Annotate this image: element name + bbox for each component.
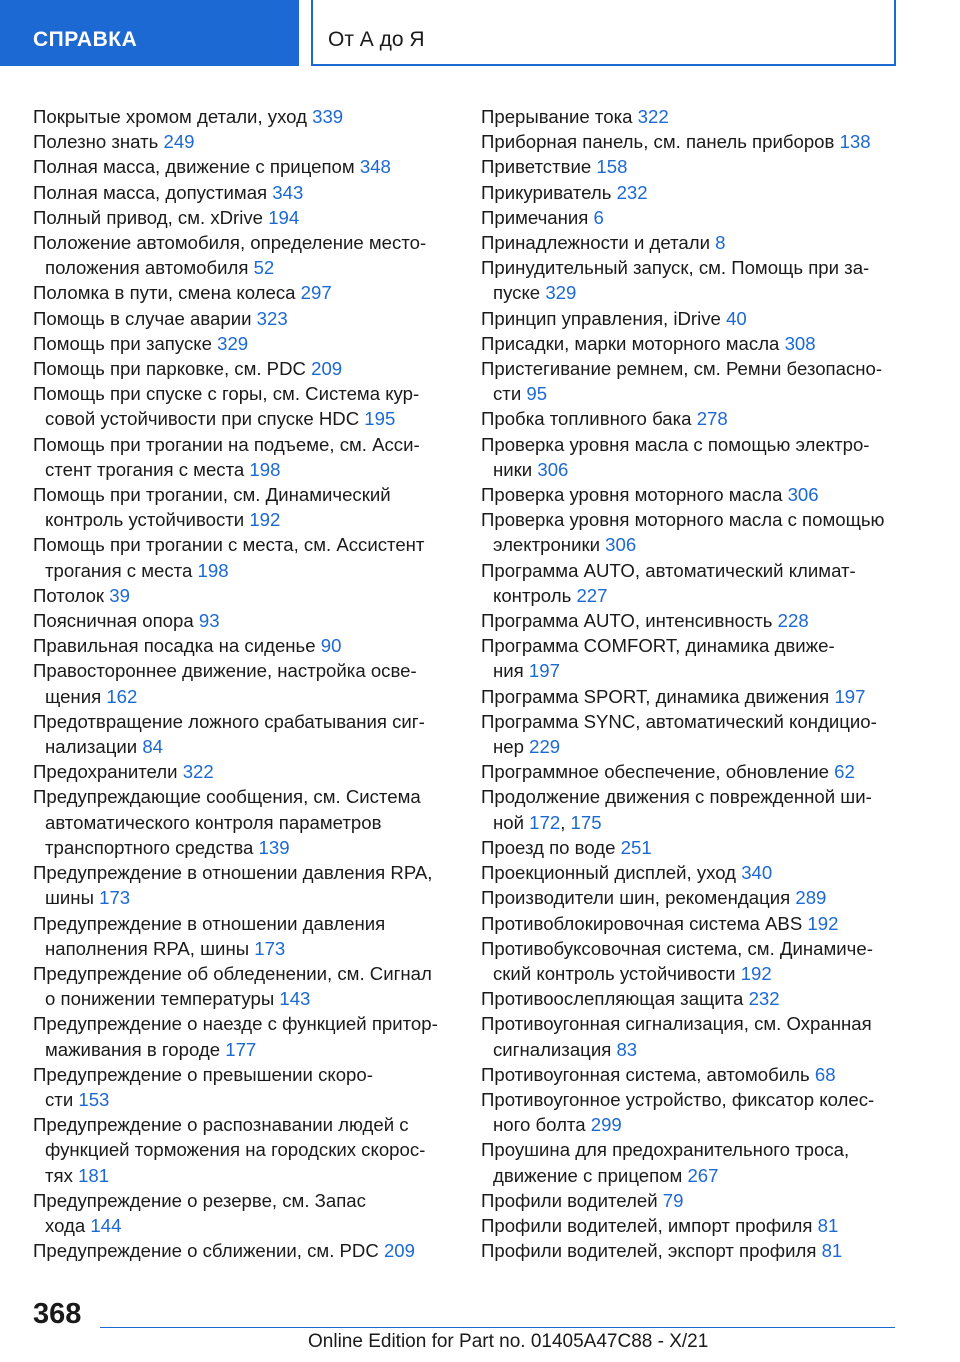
page-link[interactable]: 278 — [696, 408, 728, 430]
index-entry — [481, 936, 921, 986]
index-entry — [33, 1112, 473, 1188]
index-entry-text: Проекционный дисплей, уход — [481, 862, 737, 884]
index-entry-text: Правильная посадка на сиденье — [33, 635, 316, 657]
index-entry-text: Противоблокировочная система ABS — [481, 912, 803, 934]
index-entry — [481, 406, 921, 431]
page-link[interactable]: 62 — [834, 761, 855, 783]
index-entry-text: Правостороннее движение, настройка осве- — [33, 660, 417, 682]
index-entry-text: Программное обеспечение, обновление — [481, 761, 829, 783]
index-entry — [481, 1238, 921, 1263]
footer-divider — [100, 1327, 895, 1328]
page-link[interactable]: 162 — [106, 685, 138, 707]
index-entry — [481, 306, 921, 331]
index-entry — [481, 230, 921, 255]
index-entry — [481, 1213, 921, 1238]
index-entry-text: Профили водителей — [481, 1189, 658, 1211]
page-link[interactable]: 192 — [740, 962, 772, 984]
index-entry — [481, 608, 921, 633]
page-link[interactable]: 84 — [142, 736, 163, 758]
page-link[interactable]: 232 — [748, 988, 780, 1010]
index-entry-text: ной — [493, 811, 524, 833]
index-entry-text: Помощь при трогании, см. Динамический — [33, 484, 391, 506]
index-entry — [481, 911, 921, 936]
index-entry — [481, 432, 921, 482]
page-link[interactable]: 181 — [78, 1164, 110, 1186]
index-entry-text: Профили водителей, импорт профиля — [481, 1214, 813, 1236]
page-link[interactable]: 197 — [834, 685, 866, 707]
index-entry-text: функцией торможения на городских скорос- — [45, 1139, 426, 1161]
index-entry-text: Потолок — [33, 584, 105, 606]
index-entry — [33, 961, 473, 1011]
index-entry-text: Предупреждение о распознавании людей с — [33, 1114, 409, 1136]
page-link[interactable]: 194 — [268, 206, 300, 228]
index-entry — [481, 331, 921, 356]
index-entry-text: Пристегивание ремнем, см. Ремни безопасно- — [481, 358, 883, 380]
index-entry-text: движение с прицепом — [493, 1164, 683, 1186]
index-entry-text: Прикуриватель — [481, 181, 612, 203]
index-entry-text: Полная масса, допустимая — [33, 181, 268, 203]
index-entry-text: Продолжение движения с поврежденной ши- — [481, 786, 872, 808]
index-entry — [481, 180, 921, 205]
index-entry-text: сти — [493, 383, 522, 405]
page-link[interactable]: 306 — [537, 458, 569, 480]
index-entry-text: Помощь при запуске — [33, 332, 212, 354]
index-entry-text: Противоослепляющая защита — [481, 988, 744, 1010]
index-entry-text: Программа COMFORT, динамика движе- — [481, 635, 835, 657]
index-entry-text: Профили водителей, экспорт профиля — [481, 1240, 817, 1262]
index-entry-text: Поломка в пути, смена колеса — [33, 282, 296, 304]
page-link[interactable]: 209 — [311, 358, 343, 380]
index-entry — [481, 129, 921, 154]
index-entry — [33, 1188, 473, 1238]
index-entry-text: Приборная панель, см. панель приборов — [481, 131, 835, 153]
index-entry — [481, 356, 921, 406]
index-entry-text: электроники — [493, 534, 600, 556]
page-link[interactable]: 139 — [258, 836, 290, 858]
index-entry — [481, 684, 921, 709]
index-entry — [33, 154, 473, 179]
index-entry-text: Полезно знать — [33, 131, 159, 153]
page-header — [311, 0, 896, 66]
index-entry-text: автоматического контроля параметров — [45, 811, 382, 833]
page-link[interactable]: 340 — [741, 862, 773, 884]
index-entry — [481, 104, 921, 129]
index-entry-text: Примечания — [481, 206, 589, 228]
index-entry-text: шины — [45, 887, 94, 909]
index-entry-text: сти — [45, 1088, 74, 1110]
page-link[interactable]: 192 — [249, 509, 281, 531]
page-link[interactable]: 306 — [787, 484, 819, 506]
index-entry: Продолжение движения с поврежденной ши- ной 172, 175 — [481, 786, 872, 833]
index-entry — [481, 255, 921, 305]
index-entry-text: Предупреждение в отношении давления — [33, 912, 386, 934]
page-link[interactable]: 197 — [528, 660, 560, 682]
index-entry — [481, 759, 921, 784]
index-column-left — [33, 104, 473, 1263]
index-entry-text: ники — [493, 458, 533, 480]
page-link[interactable]: 52 — [253, 257, 275, 279]
index-entry-text: Помощь при трогании с места, см. Ассистент — [33, 534, 425, 556]
index-entry — [33, 381, 473, 431]
index-entry-text: нер — [493, 736, 524, 758]
index-column-right — [481, 104, 921, 1263]
page-link[interactable]: 267 — [687, 1164, 719, 1186]
index-entry — [33, 633, 473, 658]
index-entry-text: Помощь при спуске с горы, см. Система кур- — [33, 383, 420, 405]
page-link[interactable]: 195 — [364, 408, 396, 430]
page-link[interactable]: 339 — [312, 106, 344, 127]
index-entry — [481, 860, 921, 885]
index-entry-text: Помощь при трогании на подъеме, см. Асси- — [33, 433, 420, 455]
index-entry — [481, 1062, 921, 1087]
index-entry-text: Предупреждающие сообщения, см. Система — [33, 786, 421, 808]
index-entry — [481, 1087, 921, 1137]
index-entry — [33, 658, 473, 708]
page-link[interactable]: 209 — [383, 1240, 415, 1262]
page-number: 368 — [33, 1298, 82, 1330]
index-entry-text: ния — [493, 660, 524, 682]
page-title: От А до Я — [328, 28, 425, 51]
index-entry-text: маживания в городе — [45, 1038, 221, 1060]
index-entry-text: пуске — [493, 282, 541, 304]
index-entry — [33, 331, 473, 356]
index-entry — [481, 1188, 921, 1213]
section-tab — [0, 0, 299, 66]
page-link[interactable]: 192 — [807, 912, 839, 934]
index-entry — [481, 709, 921, 759]
page-link[interactable]: 229 — [529, 736, 561, 758]
index-entry-text: сигнализация — [493, 1038, 612, 1060]
index-entry-text: Предотвращение ложного срабатывания сиг- — [33, 710, 425, 732]
page-link[interactable]: 81 — [821, 1240, 843, 1262]
index-entry-text: Помощь в случае аварии — [33, 307, 252, 329]
page-link[interactable]: 8 — [715, 232, 726, 254]
index-entry — [33, 911, 473, 961]
index-entry — [33, 860, 473, 910]
index-entry-text: совой устойчивости при спуске HDC — [45, 408, 360, 430]
index-entry-text: Предупреждение в отношении давления RPA, — [33, 862, 433, 884]
index-entry — [33, 608, 473, 633]
page-link[interactable]: 175 — [570, 811, 602, 833]
page-link[interactable]: 251 — [620, 836, 652, 858]
index-entry — [481, 835, 921, 860]
index-entry-text: тях — [45, 1164, 73, 1186]
index-entry-text: контроль — [493, 584, 572, 606]
page-link[interactable]: 322 — [637, 106, 669, 127]
index-entry — [33, 180, 473, 205]
index-entry-text: Прерывание тока — [481, 106, 633, 127]
index-entry-text: Принадлежности и детали — [481, 232, 710, 254]
page-link[interactable]: 81 — [817, 1214, 839, 1236]
index-entry-text: Покрытые хромом детали, уход — [33, 106, 307, 127]
page-link[interactable]: 198 — [197, 559, 229, 581]
index-entry-text: Полная масса, движение с прицепом — [33, 156, 355, 178]
page-link[interactable]: 79 — [662, 1189, 684, 1211]
page-link[interactable]: 90 — [320, 635, 342, 657]
index-entry — [33, 709, 473, 759]
index-entry — [33, 129, 473, 154]
page-link[interactable]: 329 — [217, 332, 249, 354]
index-entry — [33, 482, 473, 532]
page-link[interactable]: 143 — [279, 988, 311, 1010]
index-entry-text: Пробка топливного бака — [481, 408, 692, 430]
index-entry-text: трогания с места — [45, 559, 193, 581]
index-entry-text: стент трогания с места — [45, 458, 245, 480]
index-entry — [481, 558, 921, 608]
footer-edition: Online Edition for Part no. 01405A47C88 - X/21 — [308, 1331, 709, 1352]
index-entry — [33, 356, 473, 381]
index-entry — [33, 306, 473, 331]
index-entry — [33, 1062, 473, 1112]
index-entry-text: наполнения RPA, шины — [45, 937, 250, 959]
index-entry-text: Программа SPORT, динамика движения — [481, 685, 830, 707]
page-link[interactable]: 158 — [596, 156, 628, 178]
page-link[interactable]: 177 — [225, 1038, 257, 1060]
page-link[interactable]: 39 — [109, 584, 130, 606]
index-entry-text: Проушина для предохранительного троса, — [481, 1139, 850, 1161]
index-entry-text: нализации — [45, 736, 138, 758]
page-link[interactable]: 68 — [814, 1063, 836, 1085]
index-entry-text: Проверка уровня моторного масла — [481, 484, 783, 506]
index-entry-text: транспортного средства — [45, 836, 254, 858]
index-entry — [481, 205, 921, 230]
index-entry — [481, 885, 921, 910]
index-entry — [33, 230, 473, 280]
index-entry-text: Проезд по воде — [481, 836, 616, 858]
index-entry-text: ский контроль устойчивости — [493, 962, 736, 984]
page-link[interactable]: 289 — [795, 887, 827, 909]
index-entry — [481, 1137, 921, 1187]
page-link[interactable]: 6 — [593, 206, 604, 228]
index-entry-text: Противоугонная система, автомобиль — [481, 1063, 810, 1085]
page-link[interactable]: 173 — [254, 937, 286, 959]
page-link[interactable]: 306 — [605, 534, 637, 556]
index-entry — [481, 986, 921, 1011]
index-entry — [33, 759, 473, 784]
page-link[interactable]: 95 — [526, 383, 548, 405]
page-link[interactable]: 83 — [616, 1038, 638, 1060]
page-link[interactable]: 348 — [359, 156, 391, 178]
index-entry — [481, 507, 921, 557]
section-title: СПРАВКА — [33, 28, 138, 51]
index-entry-text: Полный привод, см. xDrive — [33, 206, 264, 228]
page-link[interactable]: 144 — [90, 1214, 122, 1236]
index-entry-text: хода — [45, 1214, 86, 1236]
page-link[interactable]: 232 — [616, 181, 648, 203]
page-link[interactable]: 249 — [163, 131, 195, 153]
page-link[interactable]: 227 — [576, 584, 608, 606]
index-entry-text: Принцип управления, iDrive — [481, 307, 721, 329]
index-entry-text: Приветствие — [481, 156, 592, 178]
page-link[interactable]: 323 — [256, 307, 288, 329]
page-link[interactable]: 228 — [777, 610, 809, 632]
index-entry-text: Предупреждение об обледенении, см. Сигнал — [33, 962, 432, 984]
page-link[interactable]: 308 — [784, 332, 816, 354]
index-entry-text: Присадки, марки моторного масла — [481, 332, 780, 354]
index-entry-text: Предупреждение о сближении, см. PDC — [33, 1240, 379, 1262]
index-entry-text: щения — [45, 685, 102, 707]
index-entry-text: Противоугонное устройство, фиксатор колес- — [481, 1088, 875, 1110]
index-entry — [481, 633, 921, 683]
index-entry — [481, 154, 921, 179]
index-entry-text: Производители шин, рекомендация — [481, 887, 791, 909]
index-entry — [33, 1011, 473, 1061]
index-entry-text: Предупреждение о наезде с функцией притор- — [33, 1013, 438, 1035]
index-entry — [33, 280, 473, 305]
index-entry-text: ного болта — [493, 1114, 586, 1136]
index-entry-text: Предупреждение о резерве, см. Запас — [33, 1189, 366, 1211]
index-entry — [33, 205, 473, 230]
index-entry — [33, 784, 473, 860]
index-entry-text: Программа AUTO, интенсивность — [481, 610, 773, 632]
page-link[interactable]: 343 — [272, 181, 304, 203]
index-entry-text: Программа SYNC, автоматический кондицио- — [481, 710, 877, 732]
page-link[interactable]: 329 — [545, 282, 577, 304]
index-entry-text: Принудительный запуск, см. Помощь при за- — [481, 257, 870, 279]
page-link[interactable]: 173 — [99, 887, 131, 909]
index-entry-text: Проверка уровня моторного масла с помощью — [481, 509, 885, 531]
page-link[interactable]: 322 — [182, 761, 214, 783]
page-link[interactable]: 297 — [300, 282, 332, 304]
index-entry — [33, 532, 473, 582]
index-entry-text: контроль устойчивости — [45, 509, 245, 531]
page-link[interactable]: 40 — [726, 307, 747, 329]
index-entry-text: Помощь при парковке, см. PDC — [33, 358, 306, 380]
index-entry-text: Предохранители — [33, 761, 178, 783]
index-entry-text: Противобуксовочная система, см. Динамиче- — [481, 937, 873, 959]
page-link[interactable]: 93 — [198, 610, 220, 632]
index-entry-text: Программа AUTO, автоматический климат- — [481, 559, 856, 581]
index-entry — [33, 432, 473, 482]
page-link[interactable]: 198 — [249, 458, 281, 480]
index-entry — [33, 104, 473, 129]
index-entry — [33, 583, 473, 608]
index-entry-text: Противоугонная сигнализация, см. Охранная — [481, 1013, 872, 1035]
page-link[interactable]: 299 — [590, 1114, 622, 1136]
page-link[interactable]: 138 — [839, 131, 871, 153]
index-entry-text: о понижении температуры — [45, 988, 275, 1010]
page-link[interactable]: 153 — [78, 1088, 110, 1110]
index-entry — [33, 1238, 473, 1263]
index-entry — [481, 482, 921, 507]
index-entry-text: положения автомобиля — [45, 257, 249, 279]
page-link[interactable]: 172 — [529, 811, 561, 833]
index-entry — [481, 1011, 921, 1061]
index-entry-text: Предупреждение о превышении скоро- — [33, 1063, 373, 1085]
index-entry-text: Поясничная опора — [33, 610, 194, 632]
index-entry-text: Проверка уровня масла с помощью электро- — [481, 433, 870, 455]
index-entry-text: Положение автомобиля, определение место- — [33, 232, 427, 254]
